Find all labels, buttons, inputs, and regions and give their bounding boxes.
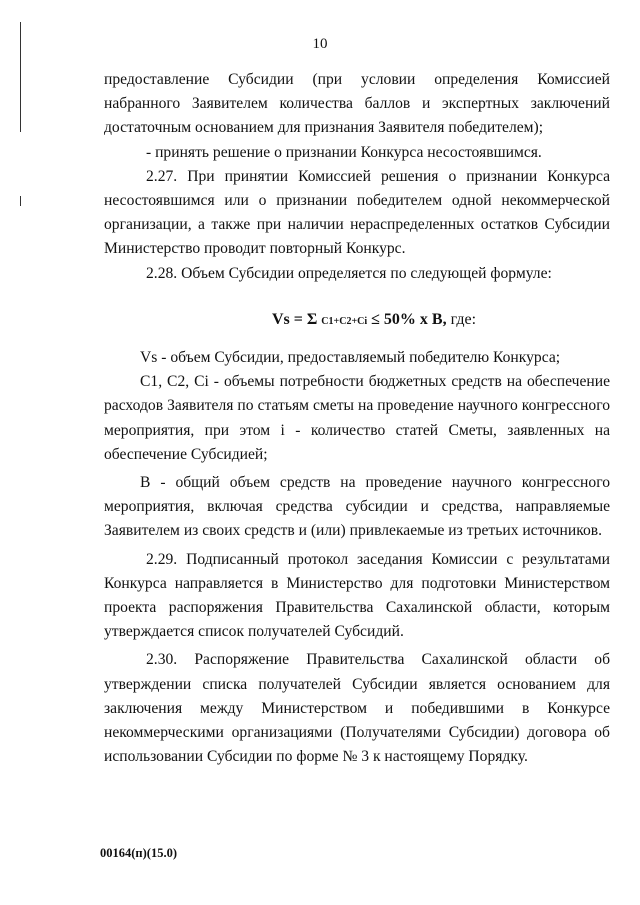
definition-b: В - общий объем средств на проведение научного конгрессного мероприятия, включая средства субсидии и средства, направляемые Заявителем из своих средств и (или) привлекаемые из третьих источников.	[104, 474, 610, 540]
paragraph-decision: - принять решение о признании Конкурса несостоявшимся.	[146, 143, 542, 161]
scan-edge-mark-lower	[20, 196, 21, 206]
clause-2-30: 2.30. Распоряжение Правительства Сахалинской области об утверждении списка получателей Субсидии является основанием для заключения между Министерством и победившими в Конкурсе некоммерческими организациями (Получателями Субсидии) договора об использовании Субсидии по форме № 3 к настоящему Порядку.	[104, 651, 610, 766]
formula-lhs: Vs = Σ	[271, 310, 318, 328]
clause-2-27: 2.27. При принятии Комиссией решения о признании Конкурса несостоявшимся или о признании победителем одной некоммерческой организации, а также при наличии нераспределенных остатков Субсидии Министерство проводит повторный Конкурс.	[104, 167, 610, 258]
paragraph-continuation: предоставление Субсидии (при условии определения Комиссией набранного Заявителем количества баллов и экспертных заключений достаточным основанием для признания Заявителя победителем);	[104, 71, 610, 137]
clause-2-28: 2.28. Объем Субсидии определяется по следующей формуле:	[146, 264, 552, 282]
clause-2-29: 2.29. Подписанный протокол заседания Комиссии с результатами Конкурса направляется в Министерство для подготовки Министерством проекта распоряжения Правительства Сахалинской области, которым утверждается список получателей Субсидий.	[104, 550, 610, 641]
page-number: 10	[312, 36, 328, 52]
formula-tail: где:	[446, 310, 477, 328]
formula-subscript: C1+C2+Ci	[321, 315, 368, 327]
definition-c: С1, С2, Сi - объемы потребности бюджетных средств на обеспечение расходов Заявителя по статьям сметы на проведение научного конгрессного мероприятия, при этом i - количество статей Сметы, заявленных на обеспечение Субсидией;	[104, 373, 610, 463]
subsidy-formula	[138, 308, 610, 334]
formula-rhs: ≤ 50% x B,	[371, 310, 447, 328]
document-code: 00164(п)(15.0)	[100, 846, 177, 860]
document-body	[104, 68, 610, 769]
definition-vs: Vs - объем Субсидии, предоставляемый победителю Конкурса;	[140, 349, 561, 367]
